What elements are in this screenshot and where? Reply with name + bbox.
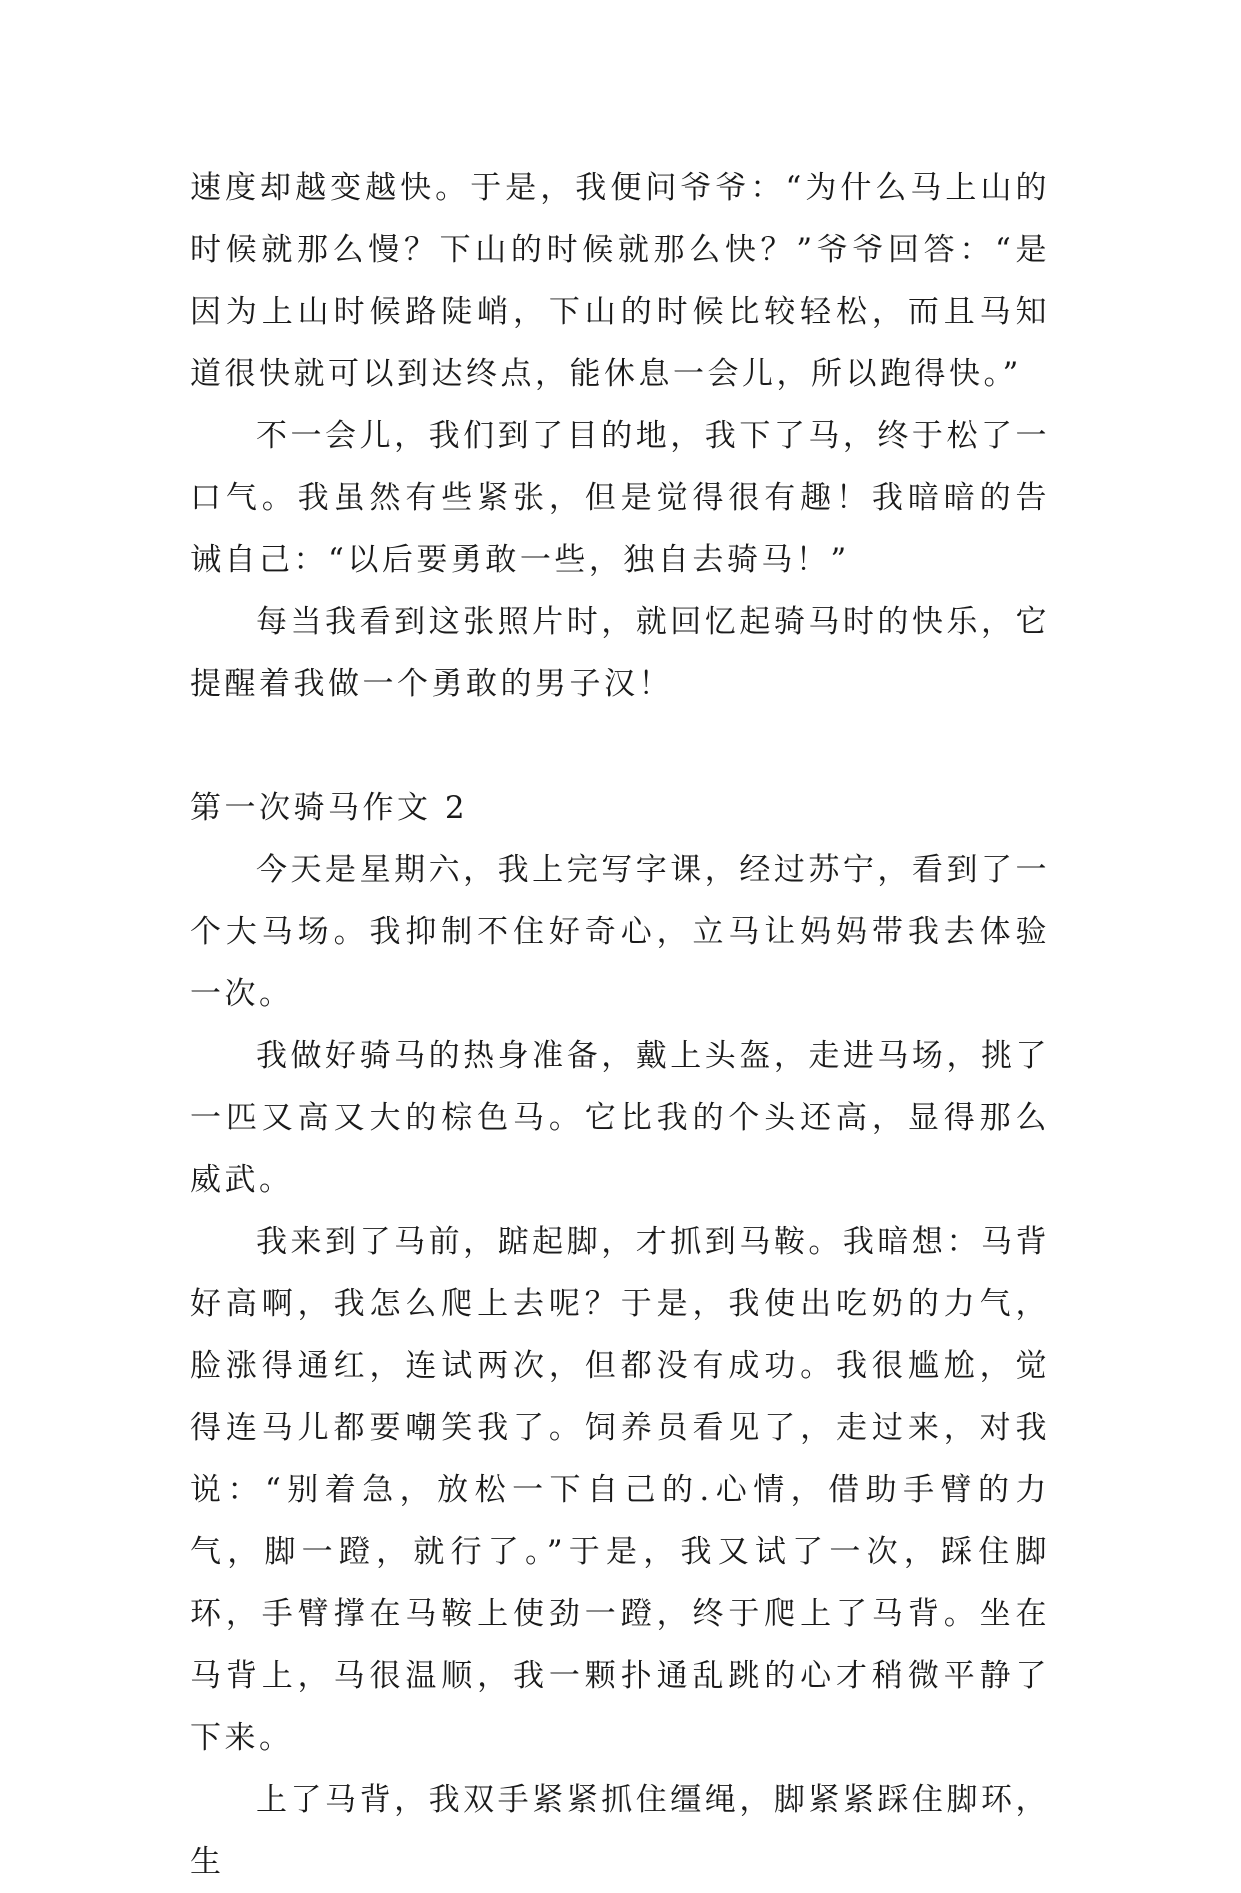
document-body [190, 157, 1050, 1893]
paragraph: 我做好骑马的热身准备，戴上头盔，走进马场，挑了一匹又高又大的棕色马。它比我的个头还高，显得那么威武。 [190, 1038, 1050, 1198]
paragraph: 我来到了马前，踮起脚，才抓到马鞍。我暗想：马背好高啊，我怎么爬上去呢？于是，我使出吃奶的力气，脸涨得通红，连试两次，但都没有成功。我很尴尬，觉得连马儿都要嘲笑我了。饲养员看见了，走过来，对我说：“别着急，放松一下自己的.心情，借助手臂的力气，脚一蹬，就行了。”于是，我又试了一次，踩住脚环，手臂撑在马鞍上使劲一蹬，终于爬上了马背。坐在马背上，马很温顺，我一颗扑通乱跳的心才稍微平静了下来。 [190, 1224, 1050, 1756]
paragraph: 每当我看到这张照片时，就回忆起骑马时的快乐，它提醒着我做一个勇敢的男子汉！ [190, 604, 1050, 702]
section-title: 第一次骑马作文 2 [190, 790, 469, 826]
paragraph: 今天是星期六，我上完写字课，经过苏宁，看到了一个大马场。我抑制不住好奇心，立马让妈妈带我去体验一次。 [190, 852, 1050, 1012]
paragraph-continuation: 速度却越变越快。于是，我便问爷爷：“为什么马上山的时候就那么慢？下山的时候就那么快？”爷爷回答：“是因为上山时候路陡峭，下山的时候比较轻松，而且马知道很快就可以到达终点，能休息一会儿，所以跑得快。” [190, 170, 1050, 392]
paragraph: 上了马背，我双手紧紧抓住缰绳，脚紧紧踩住脚环，生 [190, 1782, 1050, 1880]
paragraph: 不一会儿，我们到了目的地，我下了马，终于松了一口气。我虽然有些紧张，但是觉得很有趣！我暗暗的告诫自己：“以后要勇敢一些，独自去骑马！” [190, 418, 1050, 578]
